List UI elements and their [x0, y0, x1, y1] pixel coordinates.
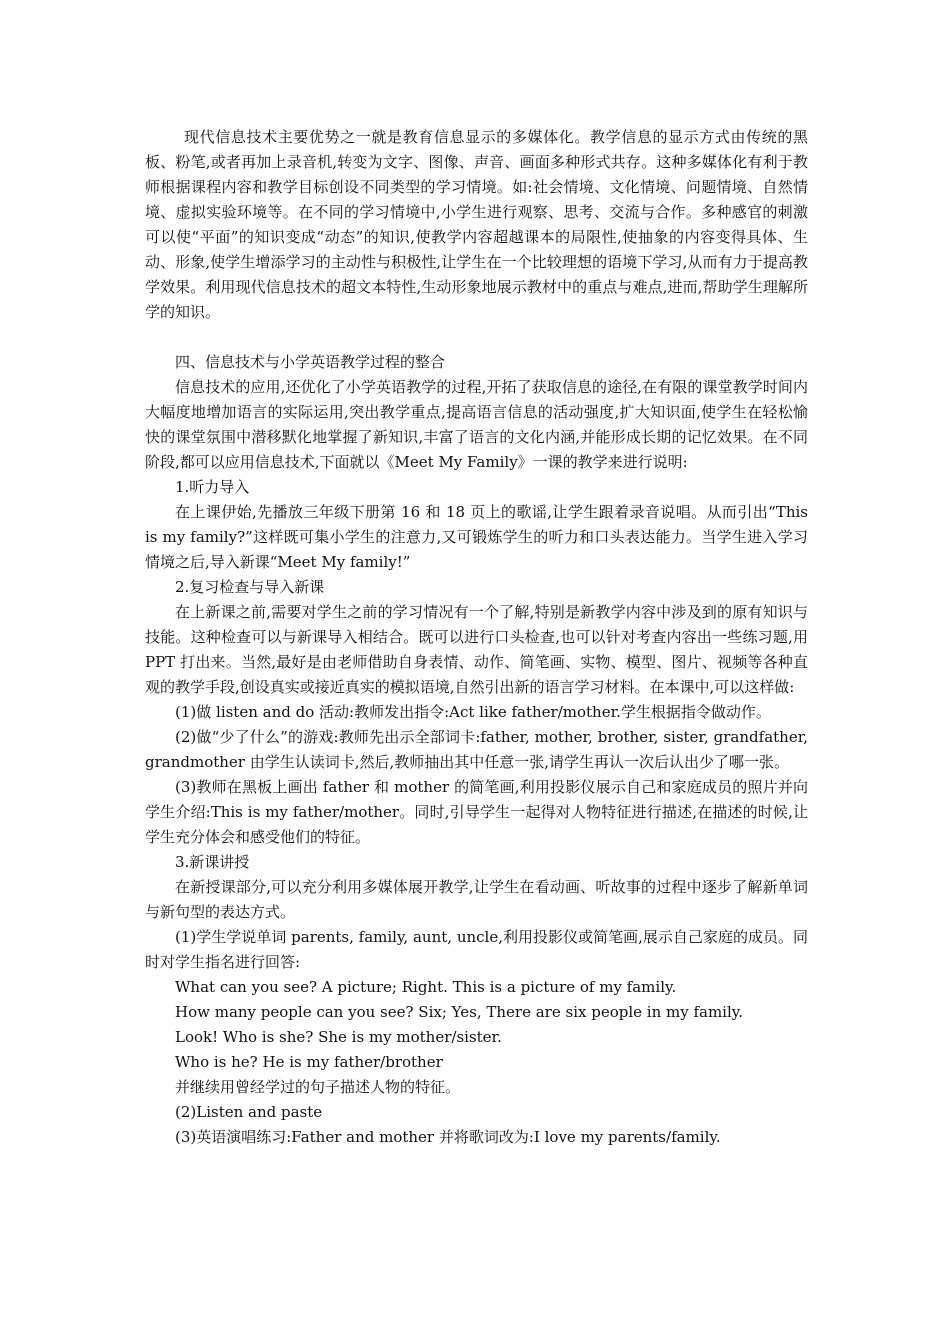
section-heading: 四、信息技术与小学英语教学过程的整合	[175, 353, 446, 371]
dialogue-line-1: What can you see? A picture; Right. This is a picture of my family.	[175, 978, 677, 996]
dialogue-line-3: Look! Who is she? She is my mother/sister.	[175, 1028, 502, 1046]
dialogue-line-5: 并继续用曾经学过的句子描述人物的特征。	[175, 1078, 461, 1096]
review-item-2: (2)做“少了什么”的游戏:教师先出示全部词卡:father, mother, brother, sister, grandfather, grandmother 由学生认读词卡,然后,教师抽出其中任意一张,请学生再认一次后认出少了哪一张。	[145, 728, 808, 771]
review-paragraph: 在上新课之前,需要对学生之前的学习情况有一个了解,特别是新教学内容中涉及到的原有知识与技能。这种检查可以与新课导入相结合。既可以进行口头检查,也可以针对考查内容出一些练习题,用 PPT 打出来。当然,最好是由老师借助自身表情、动作、简笔画、实物、模型、图片、视频等各种直观的教学手段,创设真实或接近真实的模拟语境,自然引出新的语言学习材料。在本课中,可以这样做:	[145, 603, 808, 696]
new-lesson-item-3: (3)英语演唱练习:Father and mother 并将歌词改为:I love my parents/family.	[175, 1128, 721, 1146]
listening-paragraph: 在上课伊始,先播放三年级下册第 16 和 18 页上的歌谣,让学生跟着录音说唱。从而引出“This is my family?”这样既可集小学生的注意力,又可锻炼学生的听力和口头表达能力。当学生进入学习情境之后,导入新课“Meet My family!”	[145, 503, 808, 571]
subheading-review: 2.复习检查与导入新课	[175, 578, 325, 596]
dialogue-line-4: Who is he? He is my father/brother	[175, 1053, 443, 1071]
subheading-new-lesson: 3.新课讲授	[175, 853, 250, 871]
new-lesson-paragraph: 在新授课部分,可以充分利用多媒体展开教学,让学生在看动画、听故事的过程中逐步了解新单词与新句型的表达方式。	[145, 878, 808, 921]
document-body	[145, 125, 808, 1150]
section-gap	[145, 325, 808, 350]
subheading-listening: 1.听力导入	[175, 478, 250, 496]
section-paragraph: 信息技术的应用,还优化了小学英语教学的过程,开拓了获取信息的途径,在有限的课堂教学时间内大幅度地增加语言的实际运用,突出教学重点,提高语言信息的活动强度,扩大知识面,使学生在轻松愉快的课堂氛围中潜移默化地掌握了新知识,丰富了语言的文化内涵,并能形成长期的记忆效果。在不同阶段,都可以应用信息技术,下面就以《Meet My Family》一课的教学来进行说明:	[145, 378, 808, 471]
new-lesson-item-1: (1)学生学说单词 parents, family, aunt, uncle,利用投影仪或简笔画,展示自己家庭的成员。同时对学生指名进行回答:	[145, 928, 808, 971]
review-item-3: (3)教师在黑板上画出 father 和 mother 的简笔画,利用投影仪展示自己和家庭成员的照片并向学生介绍:This is my father/mother。同时,引导学生一起得对人物特征进行描述,在描述的时候,让学生充分体会和感受他们的特征。	[145, 778, 808, 846]
intro-paragraph: 现代信息技术主要优势之一就是教育信息显示的多媒体化。教学信息的显示方式由传统的黑板、粉笔,或者再加上录音机,转变为文字、图像、声音、画面多种形式共存。这种多媒体化有利于教师根据课程内容和教学目标创设不同类型的学习情境。如:社会情境、文化情境、问题情境、自然情境、虚拟实验环境等。在不同的学习情境中,小学生进行观察、思考、交流与合作。多种感官的刺激可以使“平面”的知识变成“动态”的知识,使教学内容超越课本的局限性,使抽象的内容变得具体、生动、形象,使学生增添学习的主动性与积极性,让学生在一个比较理想的语境下学习,从而有力于提高教学效果。利用现代信息技术的超文本特性,生动形象地展示教材中的重点与难点,进而,帮助学生理解所学的知识。	[145, 128, 808, 321]
review-item-1: (1)做 listen and do 活动:教师发出指令:Act like father/mother.学生根据指令做动作。	[175, 703, 771, 721]
new-lesson-item-2: (2)Listen and paste	[175, 1103, 323, 1121]
dialogue-line-2: How many people can you see? Six; Yes, There are six people in my family.	[175, 1003, 744, 1021]
